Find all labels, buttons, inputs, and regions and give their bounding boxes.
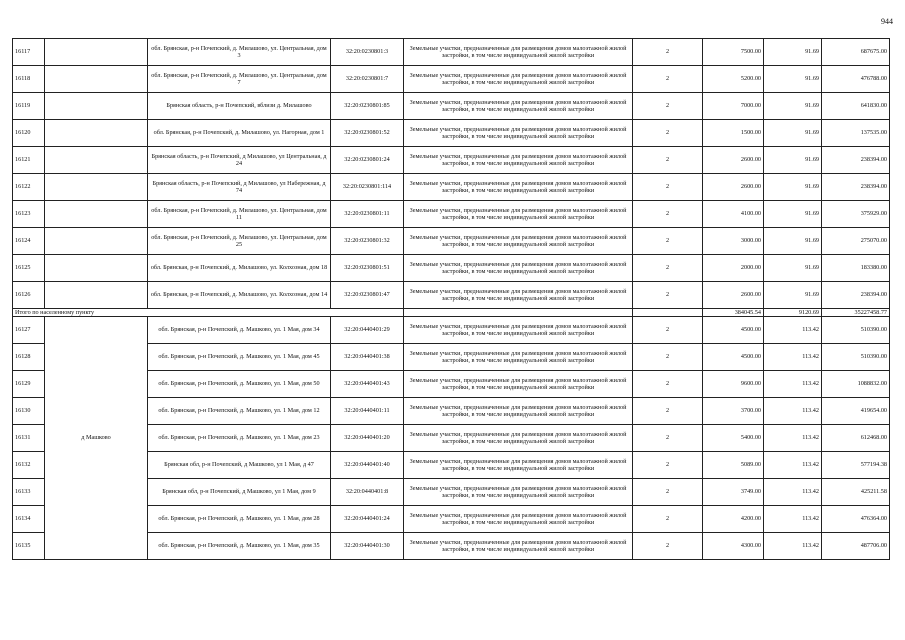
row-number: 16121 [13, 147, 45, 174]
cadastral-value-cell: 510390.00 [822, 317, 890, 344]
table-row [13, 120, 890, 147]
land-use-purpose-cell: Земельные участки, предназначенные для размещения домов малоэтажной жилой застройки, в том числе индивидуальной жилой застройки [404, 93, 633, 120]
land-use-purpose-cell: Земельные участки, предназначенные для размещения домов малоэтажной жилой застройки, в том числе индивидуальной жилой застройки [404, 228, 633, 255]
locality-empty-cell [45, 147, 148, 174]
category-cell: 2 [633, 120, 703, 147]
land-use-purpose-cell: Земельные участки, предназначенные для размещения домов малоэтажной жилой застройки, в том числе индивидуальной жилой застройки [404, 255, 633, 282]
land-use-purpose-cell: Земельные участки, предназначенные для размещения домов малоэтажной жилой застройки, в том числе индивидуальной жилой застройки [404, 317, 633, 344]
category-cell: 2 [633, 201, 703, 228]
cadastral-number-cell: 32:20:0230801:7 [331, 66, 404, 93]
area-cell: 2000.00 [703, 255, 764, 282]
row-number: 16132 [13, 452, 45, 479]
locality-empty-cell [45, 93, 148, 120]
row-number: 16122 [13, 174, 45, 201]
area-cell: 3749.00 [703, 479, 764, 506]
row-number: 16129 [13, 371, 45, 398]
cadastral-number-cell: 32:20:0440401:43 [331, 371, 404, 398]
area-cell: 3000.00 [703, 228, 764, 255]
total-area: 384045.54 [703, 309, 764, 317]
address-cell: обл. Брянская, р-н Почепский, д. Машково, ул. 1 Мая, дом 45 [148, 344, 331, 371]
row-number: 16127 [13, 317, 45, 344]
cadastral-value-cell: 1088832.00 [822, 371, 890, 398]
cadastral-value-cell: 275070.00 [822, 228, 890, 255]
locality-empty-cell [45, 282, 148, 309]
address-cell: Брянская область, р-н Почепский, д Милашово, ул Набережная, д 74 [148, 174, 331, 201]
cadastral-value-cell: 238394.00 [822, 174, 890, 201]
locality-name: д Машково [45, 317, 148, 560]
area-cell: 1500.00 [703, 120, 764, 147]
cadastral-number-cell: 32:20:0440401:20 [331, 425, 404, 452]
address-cell: обл. Брянская, р-н Почепский, д. Машково, ул. 1 Мая, дом 50 [148, 371, 331, 398]
area-cell: 9600.00 [703, 371, 764, 398]
row-number: 16133 [13, 479, 45, 506]
row-number: 16119 [13, 93, 45, 120]
locality-empty-cell [45, 201, 148, 228]
cadastral-value-cell: 641830.00 [822, 93, 890, 120]
category-cell: 2 [633, 506, 703, 533]
total-label: Итого по населенному пункту [13, 309, 404, 317]
total-empty-cell [404, 309, 633, 317]
locality-empty-cell [45, 228, 148, 255]
land-use-purpose-cell: Земельные участки, предназначенные для размещения домов малоэтажной жилой застройки, в том числе индивидуальной жилой застройки [404, 282, 633, 309]
area-cell: 2600.00 [703, 174, 764, 201]
address-cell: Брянская обл, р-н Почепский, д Машково, ул 1 Мая, д 47 [148, 452, 331, 479]
area-cell: 5200.00 [703, 66, 764, 93]
locality-empty-cell [45, 120, 148, 147]
category-cell: 2 [633, 344, 703, 371]
cadastral-value-cell: 612468.00 [822, 425, 890, 452]
address-cell: обл. Брянская, р-н Почепский, д. Милашово, ул. Центральная, дом 25 [148, 228, 331, 255]
rate-cell: 113.42 [764, 479, 822, 506]
land-use-purpose-cell: Земельные участки, предназначенные для размещения домов малоэтажной жилой застройки, в том числе индивидуальной жилой застройки [404, 344, 633, 371]
rate-cell: 91.69 [764, 66, 822, 93]
cadastral-value-cell: 510390.00 [822, 344, 890, 371]
table-row [13, 201, 890, 228]
category-cell: 2 [633, 93, 703, 120]
table-body-bottom [13, 317, 890, 560]
area-cell: 3700.00 [703, 398, 764, 425]
table-row [13, 282, 890, 309]
area-cell: 4300.00 [703, 533, 764, 560]
land-use-purpose-cell: Земельные участки, предназначенные для размещения домов малоэтажной жилой застройки, в том числе индивидуальной жилой застройки [404, 398, 633, 425]
cadastral-number-cell: 32:20:0230801:24 [331, 147, 404, 174]
land-use-purpose-cell: Земельные участки, предназначенные для размещения домов малоэтажной жилой застройки, в том числе индивидуальной жилой застройки [404, 425, 633, 452]
cadastral-value-cell: 577194.38 [822, 452, 890, 479]
area-cell: 2600.00 [703, 147, 764, 174]
land-use-purpose-cell: Земельные участки, предназначенные для размещения домов малоэтажной жилой застройки, в том числе индивидуальной жилой застройки [404, 452, 633, 479]
cadastral-number-cell: 32:20:0230801:11 [331, 201, 404, 228]
address-cell: обл. Брянская, р-н Почепский, д. Милашово, ул. Колхозная, дом 14 [148, 282, 331, 309]
address-cell: обл. Брянская, р-н Почепский, д. Милашово, ул. Нагорная, дом 1 [148, 120, 331, 147]
cadastral-number-cell: 32:20:0230801:114 [331, 174, 404, 201]
land-registry-table [12, 38, 890, 560]
rate-cell: 91.69 [764, 228, 822, 255]
category-cell: 2 [633, 255, 703, 282]
area-cell: 2600.00 [703, 282, 764, 309]
rate-cell: 91.69 [764, 39, 822, 66]
category-cell: 2 [633, 425, 703, 452]
total-row [13, 309, 890, 317]
rate-cell: 113.42 [764, 317, 822, 344]
cadastral-value-cell: 476788.00 [822, 66, 890, 93]
category-cell: 2 [633, 398, 703, 425]
page-number: 944 [881, 17, 893, 26]
area-cell: 5400.00 [703, 425, 764, 452]
address-cell: обл. Брянская, р-н Почепский, д. Машково, ул. 1 Мая, дом 28 [148, 506, 331, 533]
category-cell: 2 [633, 282, 703, 309]
land-use-purpose-cell: Земельные участки, предназначенные для размещения домов малоэтажной жилой застройки, в том числе индивидуальной жилой застройки [404, 479, 633, 506]
rate-cell: 113.42 [764, 344, 822, 371]
table-row [13, 317, 890, 344]
address-cell: обл. Брянская, р-н Почепский, д. Милашово, ул. Колхозная, дом 18 [148, 255, 331, 282]
address-cell: обл. Брянская, р-н Почепский, д. Машково, ул. 1 Мая, дом 34 [148, 317, 331, 344]
land-use-purpose-cell: Земельные участки, предназначенные для размещения домов малоэтажной жилой застройки, в том числе индивидуальной жилой застройки [404, 533, 633, 560]
category-cell: 2 [633, 174, 703, 201]
total-empty-cell [633, 309, 703, 317]
table-row [13, 93, 890, 120]
area-cell: 4200.00 [703, 506, 764, 533]
cadastral-number-cell: 32:20:0440401:29 [331, 317, 404, 344]
locality-empty-cell [45, 255, 148, 282]
locality-empty-cell [45, 39, 148, 66]
rate-cell: 91.69 [764, 120, 822, 147]
rate-cell: 113.42 [764, 452, 822, 479]
row-number: 16128 [13, 344, 45, 371]
cadastral-value-cell: 238394.00 [822, 147, 890, 174]
cadastral-number-cell: 32:20:0230801:3 [331, 39, 404, 66]
land-use-purpose-cell: Земельные участки, предназначенные для размещения домов малоэтажной жилой застройки, в том числе индивидуальной жилой застройки [404, 201, 633, 228]
area-cell: 4100.00 [703, 201, 764, 228]
locality-empty-cell [45, 174, 148, 201]
category-cell: 2 [633, 533, 703, 560]
row-number: 16118 [13, 66, 45, 93]
total-rate: 9120.69 [764, 309, 822, 317]
row-number: 16131 [13, 425, 45, 452]
table-row [13, 255, 890, 282]
row-number: 16117 [13, 39, 45, 66]
cadastral-number-cell: 32:20:0230801:85 [331, 93, 404, 120]
area-cell: 7000.00 [703, 93, 764, 120]
cadastral-value-cell: 238394.00 [822, 282, 890, 309]
rate-cell: 91.69 [764, 93, 822, 120]
cadastral-number-cell: 32:20:0440401:24 [331, 506, 404, 533]
cadastral-number-cell: 32:20:0230801:51 [331, 255, 404, 282]
land-use-purpose-cell: Земельные участки, предназначенные для размещения домов малоэтажной жилой застройки, в том числе индивидуальной жилой застройки [404, 39, 633, 66]
land-use-purpose-cell: Земельные участки, предназначенные для размещения домов малоэтажной жилой застройки, в том числе индивидуальной жилой застройки [404, 120, 633, 147]
rate-cell: 91.69 [764, 201, 822, 228]
total-value: 35227458.77 [822, 309, 890, 317]
area-cell: 7500.00 [703, 39, 764, 66]
category-cell: 2 [633, 39, 703, 66]
table-row [13, 66, 890, 93]
address-cell: обл. Брянская, р-н Почепский, д. Машково, ул. 1 Мая, дом 23 [148, 425, 331, 452]
address-cell: обл. Брянская, р-н Почепский, д. Машково, ул. 1 Мая, дом 35 [148, 533, 331, 560]
rate-cell: 113.42 [764, 533, 822, 560]
category-cell: 2 [633, 479, 703, 506]
row-number: 16120 [13, 120, 45, 147]
category-cell: 2 [633, 228, 703, 255]
cadastral-value-cell: 476364.00 [822, 506, 890, 533]
land-use-purpose-cell: Земельные участки, предназначенные для размещения домов малоэтажной жилой застройки, в том числе индивидуальной жилой застройки [404, 371, 633, 398]
cadastral-number-cell: 32:20:0440401:11 [331, 398, 404, 425]
row-number: 16125 [13, 255, 45, 282]
cadastral-number-cell: 32:20:0230801:47 [331, 282, 404, 309]
cadastral-value-cell: 375929.00 [822, 201, 890, 228]
cadastral-value-cell: 425211.58 [822, 479, 890, 506]
address-cell: Брянская область, р-н Почепский, д Милашово, ул Центральная, д 24 [148, 147, 331, 174]
address-cell: Брянская область, р-н Почепский, вблизи д. Милашово [148, 93, 331, 120]
cadastral-number-cell: 32:20:0440401:40 [331, 452, 404, 479]
table-body-top [13, 39, 890, 309]
rate-cell: 91.69 [764, 174, 822, 201]
category-cell: 2 [633, 147, 703, 174]
address-cell: обл. Брянская, р-н Почепский, д. Милашово, ул. Центральная, дом 11 [148, 201, 331, 228]
cadastral-number-cell: 32:20:0230801:52 [331, 120, 404, 147]
cadastral-number-cell: 32:20:0440401:8 [331, 479, 404, 506]
cadastral-value-cell: 137535.00 [822, 120, 890, 147]
category-cell: 2 [633, 317, 703, 344]
area-cell: 4500.00 [703, 317, 764, 344]
land-use-purpose-cell: Земельные участки, предназначенные для размещения домов малоэтажной жилой застройки, в том числе индивидуальной жилой застройки [404, 174, 633, 201]
total-section [13, 309, 890, 317]
address-cell: обл. Брянская, р-н Почепский, д. Милашово, ул. Центральная, дом 7 [148, 66, 331, 93]
address-cell: Брянская обл, р-н Почепский, д Машково, ул 1 Мая, дом 9 [148, 479, 331, 506]
rate-cell: 91.69 [764, 147, 822, 174]
cadastral-value-cell: 687675.00 [822, 39, 890, 66]
category-cell: 2 [633, 371, 703, 398]
cadastral-value-cell: 183380.00 [822, 255, 890, 282]
category-cell: 2 [633, 66, 703, 93]
rate-cell: 91.69 [764, 282, 822, 309]
category-cell: 2 [633, 452, 703, 479]
cadastral-value-cell: 419654.00 [822, 398, 890, 425]
cadastral-value-cell: 487706.00 [822, 533, 890, 560]
area-cell: 5089.00 [703, 452, 764, 479]
rate-cell: 113.42 [764, 398, 822, 425]
rate-cell: 113.42 [764, 506, 822, 533]
area-cell: 4500.00 [703, 344, 764, 371]
land-use-purpose-cell: Земельные участки, предназначенные для размещения домов малоэтажной жилой застройки, в том числе индивидуальной жилой застройки [404, 147, 633, 174]
row-number: 16124 [13, 228, 45, 255]
table-row [13, 228, 890, 255]
row-number: 16126 [13, 282, 45, 309]
cadastral-number-cell: 32:20:0230801:32 [331, 228, 404, 255]
land-use-purpose-cell: Земельные участки, предназначенные для размещения домов малоэтажной жилой застройки, в том числе индивидуальной жилой застройки [404, 66, 633, 93]
rate-cell: 113.42 [764, 371, 822, 398]
row-number: 16134 [13, 506, 45, 533]
row-number: 16123 [13, 201, 45, 228]
table-row [13, 39, 890, 66]
address-cell: обл. Брянская, р-н Почепский, д. Милашово, ул. Центральная, дом 3 [148, 39, 331, 66]
table-row [13, 174, 890, 201]
address-cell: обл. Брянская, р-н Почепский, д. Машково, ул. 1 Мая, дом 12 [148, 398, 331, 425]
locality-empty-cell [45, 66, 148, 93]
rate-cell: 113.42 [764, 425, 822, 452]
cadastral-number-cell: 32:20:0440401:30 [331, 533, 404, 560]
rate-cell: 91.69 [764, 255, 822, 282]
table-row [13, 147, 890, 174]
row-number: 16135 [13, 533, 45, 560]
land-use-purpose-cell: Земельные участки, предназначенные для размещения домов малоэтажной жилой застройки, в том числе индивидуальной жилой застройки [404, 506, 633, 533]
cadastral-number-cell: 32:20:0440401:38 [331, 344, 404, 371]
row-number: 16130 [13, 398, 45, 425]
